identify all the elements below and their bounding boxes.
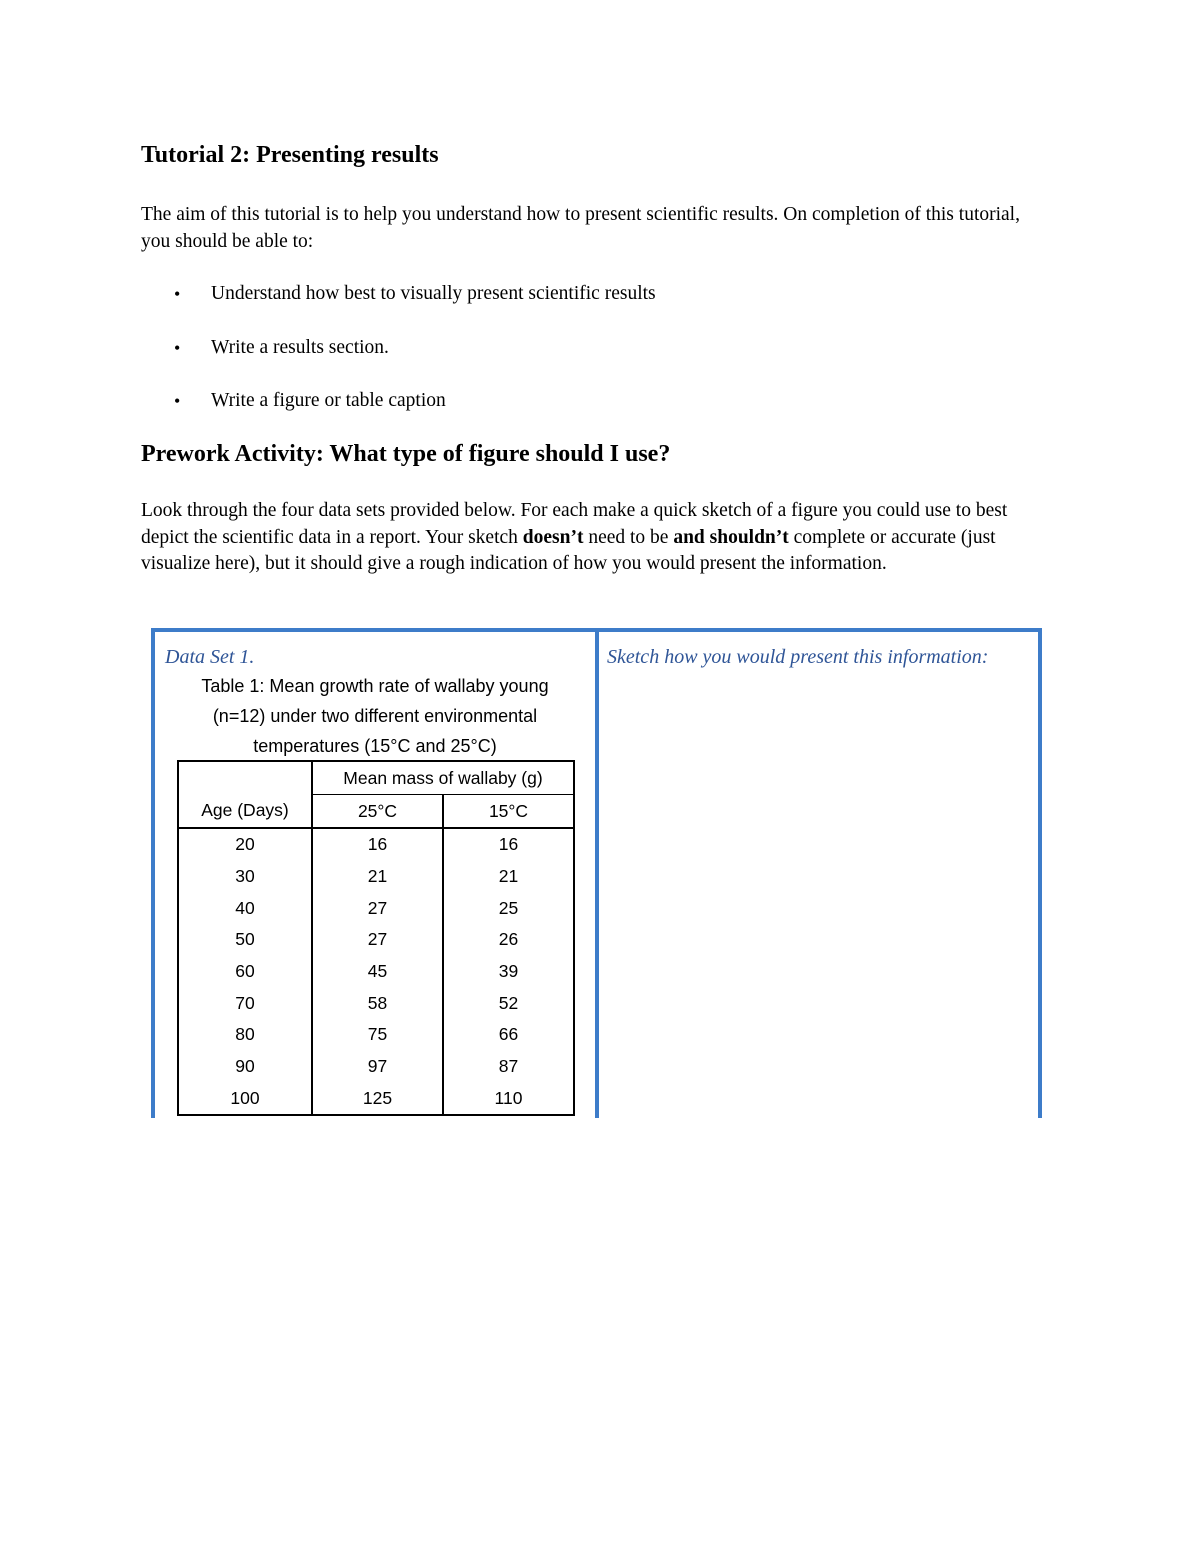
bullet-icon: •: [174, 391, 181, 411]
table-row: [178, 828, 574, 861]
activity-heading: Prework Activity: What type of figure should I use?: [141, 441, 671, 467]
cell-age: 90: [178, 1051, 312, 1083]
header-15c: 15°C: [443, 795, 574, 829]
page-title: Tutorial 2: Presenting results: [141, 142, 439, 168]
cell-25c: 125: [312, 1083, 443, 1116]
header-cell-empty: [178, 761, 312, 795]
header-age: Age (Days): [178, 795, 312, 829]
instructions-text: need to be: [583, 526, 674, 548]
table-row: [178, 924, 574, 956]
table-row: [178, 987, 574, 1019]
instructions-paragraph: [141, 498, 1051, 578]
cell-15c: 110: [443, 1083, 574, 1116]
cell-15c: 52: [443, 987, 574, 1019]
bullet-icon: •: [174, 337, 181, 358]
cell-age: 20: [178, 828, 312, 861]
table-row: [178, 956, 574, 988]
cell-age: 70: [178, 987, 312, 1019]
cell-15c: 25: [443, 892, 574, 924]
list-item: [141, 281, 656, 335]
cell-age: 80: [178, 1019, 312, 1051]
group-header: Mean mass of wallaby (g): [312, 761, 574, 795]
list-item: [141, 388, 656, 442]
cell-25c: 75: [312, 1019, 443, 1051]
cell-25c: 27: [312, 924, 443, 956]
cell-15c: 16: [443, 828, 574, 861]
objectives-list: [141, 281, 656, 442]
data-set-label: Data Set 1.: [165, 646, 255, 668]
list-item: [141, 335, 656, 389]
cell-age: 40: [178, 892, 312, 924]
cell-age: 60: [178, 956, 312, 988]
table-row: [178, 861, 574, 893]
cell-age: 50: [178, 924, 312, 956]
cell-25c: 27: [312, 892, 443, 924]
intro-paragraph: The aim of this tutorial is to help you understand how to present scientific results. On completion of this tutorial, you should be able to:: [141, 204, 1020, 252]
header-25c: 25°C: [312, 795, 443, 829]
cell-25c: 97: [312, 1051, 443, 1083]
instructions-text: Look through the four data sets provided below. For each make a quick sketch of a figure you could use to best depict the scientific data in a report. Your sketch: [141, 500, 1008, 548]
sketch-prompt: Sketch how you would present this information:: [607, 646, 989, 668]
objective-text: Write a figure or table caption: [211, 390, 446, 411]
table-row: [178, 1083, 574, 1116]
cell-25c: 45: [312, 956, 443, 988]
bullet-icon: •: [174, 284, 181, 304]
cell-15c: 21: [443, 861, 574, 893]
cell-25c: 21: [312, 861, 443, 893]
instructions-emphasis: doesn’t: [522, 526, 584, 548]
cell-15c: 87: [443, 1051, 574, 1083]
objective-text: Understand how best to visually present scientific results: [211, 283, 656, 304]
table-row: [178, 892, 574, 924]
objective-text: Write a results section.: [211, 336, 389, 358]
instructions-emphasis: and shouldn’t: [673, 526, 789, 548]
instructions-text: complete or accurate (just visualize here), but it should give a rough indication of how you would present the information.: [141, 526, 996, 574]
cell-25c: 58: [312, 987, 443, 1019]
data-table: [177, 760, 575, 1116]
cell-15c: 39: [443, 956, 574, 988]
cell-25c: 16: [312, 828, 443, 861]
cell-age: 30: [178, 861, 312, 893]
activity-box: [151, 628, 1042, 1118]
table-row: [178, 1019, 574, 1051]
cell-15c: 26: [443, 924, 574, 956]
table-caption: Table 1: Mean growth rate of wallaby young (n=12) under two different environmental temperatures (15°C and 25°C): [201, 676, 549, 756]
column-divider: [595, 632, 599, 1118]
table-row: [178, 1051, 574, 1083]
cell-15c: 66: [443, 1019, 574, 1051]
cell-age: 100: [178, 1083, 312, 1116]
